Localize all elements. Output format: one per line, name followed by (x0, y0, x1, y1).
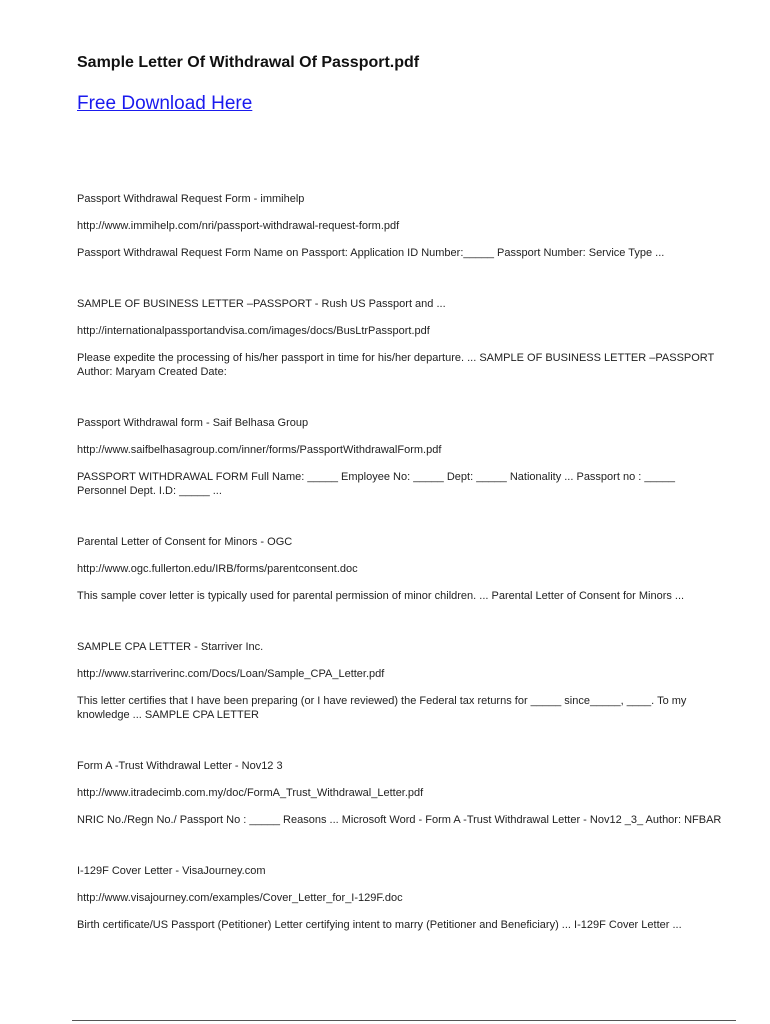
result-title: Form A -Trust Withdrawal Letter - Nov12 3 (77, 760, 283, 772)
result-snippet: Birth certificate/US Passport (Petitioner) Letter certifying intent to marry (Petitioner and Beneficiary) ... I-129F Cover Letter ... (77, 919, 682, 931)
result-title: SAMPLE CPA LETTER - Starriver Inc. (77, 641, 264, 653)
result-title: I-129F Cover Letter - VisaJourney.com (77, 865, 266, 877)
result-snippet: PASSPORT WITHDRAWAL FORM Full Name: _____ Employee No: _____ Dept: _____ Nationality ... Passport no : _____ Personnel Dept. I.D: _____ ... (77, 471, 675, 497)
result-list (77, 192, 727, 932)
result-entry-itradecimb (77, 759, 727, 827)
result-title: SAMPLE OF BUSINESS LETTER –PASSPORT - Rush US Passport and ... (77, 298, 446, 310)
result-snippet: Passport Withdrawal Request Form Name on Passport: Application ID Number:_____ Passport Number: Service Type ... (77, 247, 665, 259)
footer-divider (72, 1020, 736, 1021)
result-url[interactable]: http://www.itradecimb.com.my/doc/FormA_Trust_Withdrawal_Letter.pdf (77, 787, 424, 799)
result-entry-ogc (77, 535, 727, 603)
result-snippet: Please expedite the processing of his/her passport in time for his/her departure. ... SAMPLE OF BUSINESS LETTER –PASSPORT Author: Maryam Created Date: (77, 352, 715, 378)
free-download-link[interactable]: Free Download Here (77, 93, 253, 114)
result-entry-rush-us-passport (77, 297, 727, 379)
result-url[interactable]: http://internationalpassportandvisa.com/images/docs/BusLtrPassport.pdf (77, 325, 430, 337)
result-url[interactable]: http://www.immihelp.com/nri/passport-withdrawal-request-form.pdf (77, 220, 400, 232)
result-url[interactable]: http://www.visajourney.com/examples/Cover_Letter_for_I-129F.doc (77, 892, 403, 904)
document-title: Sample Letter Of Withdrawal Of Passport.pdf (77, 54, 420, 71)
result-title: Parental Letter of Consent for Minors - OGC (77, 536, 293, 548)
result-entry-visajourney (77, 864, 727, 932)
result-url[interactable]: http://www.saifbelhasagroup.com/inner/forms/PassportWithdrawalForm.pdf (77, 444, 442, 456)
result-url[interactable]: http://www.ogc.fullerton.edu/IRB/forms/parentconsent.doc (77, 563, 358, 575)
result-snippet: This sample cover letter is typically used for parental permission of minor children. ... Parental Letter of Consent for Minors ... (77, 590, 685, 602)
result-entry-saif-belhasa (77, 416, 727, 498)
result-url[interactable]: http://www.starriverinc.com/Docs/Loan/Sample_CPA_Letter.pdf (77, 668, 385, 680)
result-title: Passport Withdrawal Request Form - immihelp (77, 193, 305, 205)
result-entry-immihelp (77, 192, 727, 260)
result-entry-starriver (77, 640, 727, 722)
result-snippet: NRIC No./Regn No./ Passport No : _____ Reasons ... Microsoft Word - Form A -Trust Withdrawal Letter - Nov12 _3_ Author: NFBAR (77, 814, 722, 826)
result-snippet: This letter certifies that I have been preparing (or I have reviewed) the Federal tax returns for _____ since_____, ____. To my knowledge ... SAMPLE CPA LETTER (77, 695, 687, 721)
result-title: Passport Withdrawal form - Saif Belhasa Group (77, 417, 309, 429)
